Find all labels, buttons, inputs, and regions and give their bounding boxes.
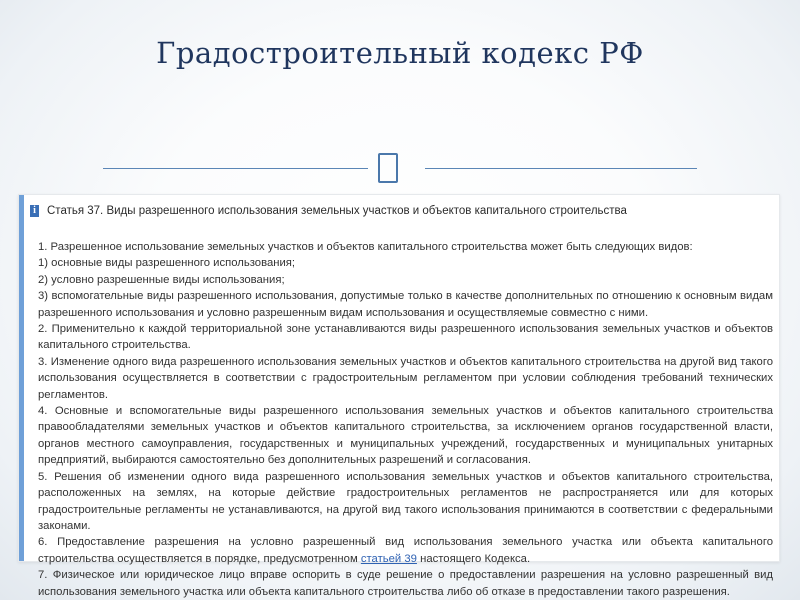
info-icon: i [30, 205, 39, 217]
article-item-2: 2) условно разрешенные виды использования; [38, 273, 285, 286]
article-heading: Статья 37. Виды разрешенного использования земельных участков и объектов капитального строительства [47, 205, 627, 217]
accent-bar [19, 195, 24, 561]
article-item-1: 1) основные виды разрешенного использования; [38, 257, 296, 270]
slide-title: Градостроительный кодекс РФ [156, 36, 644, 70]
article-paragraph-1: 1. Разрешенное использование земельных участков и объектов капитального строительства может быть следующих видов: [38, 241, 693, 253]
article-paragraph-2: 2. Применительно к каждой территориальной зоне устанавливаются виды разрешенного использования земельных участков и объектов капитального строительства. [38, 323, 773, 352]
title-divider [0, 156, 800, 186]
article-paragraph-3: 3. Изменение одного вида разрешенного использования земельных участков и объектов капитального строительства на другой вид такого использования осуществляется в соответствии с градостроительным регламентом при условии соблюдения требований технических регламентов. [38, 355, 773, 401]
article-paragraph-4: 4. Основные и вспомогательные виды разрешенного использования земельных участков и объектов капитального строительства правообладателями земельных участков и объектов капитального строительства, за исключением органов государственной власти, органов местного самоуправления, государственных и муниципальных учреждений, государственных и муниципальных унитарных предприятий, выбираются самостоятельно без дополнительных разрешений и согласования. [38, 405, 773, 467]
article-paragraph-6-tail: настоящего Кодекса. [416, 552, 531, 565]
square-outline-icon [378, 153, 398, 183]
divider-line-right [425, 168, 697, 169]
article-paragraph-6 [38, 534, 773, 567]
article-screenshot [18, 194, 780, 598]
article-item-3: 3) вспомогательные виды разрешенного использования, допустимые только в качестве дополнительных по отношению к основным видам разрешенного использования и условно разрешенным видам использования и осуществляемые совместно с ними. [38, 290, 773, 319]
article-paragraph-7: 7. Физическое или юридическое лицо вправе оспорить в суде решение о предоставлении разрешения на условно разрешенный вид использования земельного участка или объекта капитального строительства либо об отказе в предоставлении такого разрешения. [38, 569, 773, 598]
article-paragraph-6-text: 6. Предоставление разрешения на условно разрешенный вид использования земельного участка или объекта капитального строительства осуществляется в порядке, предусмотренном [38, 536, 773, 565]
article-39-link[interactable]: статьей 39 [360, 552, 417, 565]
divider-line-left [103, 168, 368, 169]
article-paragraph-5: 5. Решения об изменении одного вида разрешенного использования земельных участков и объектов капитального строительства, расположенных на землях, на которые действие градостроительных регламентов не распространяется или для которых градостроительные регламенты не устанавливаются, на другой вид такого использования принимаются в соответствии с федеральными законами. [38, 470, 773, 532]
article-body [38, 239, 773, 600]
